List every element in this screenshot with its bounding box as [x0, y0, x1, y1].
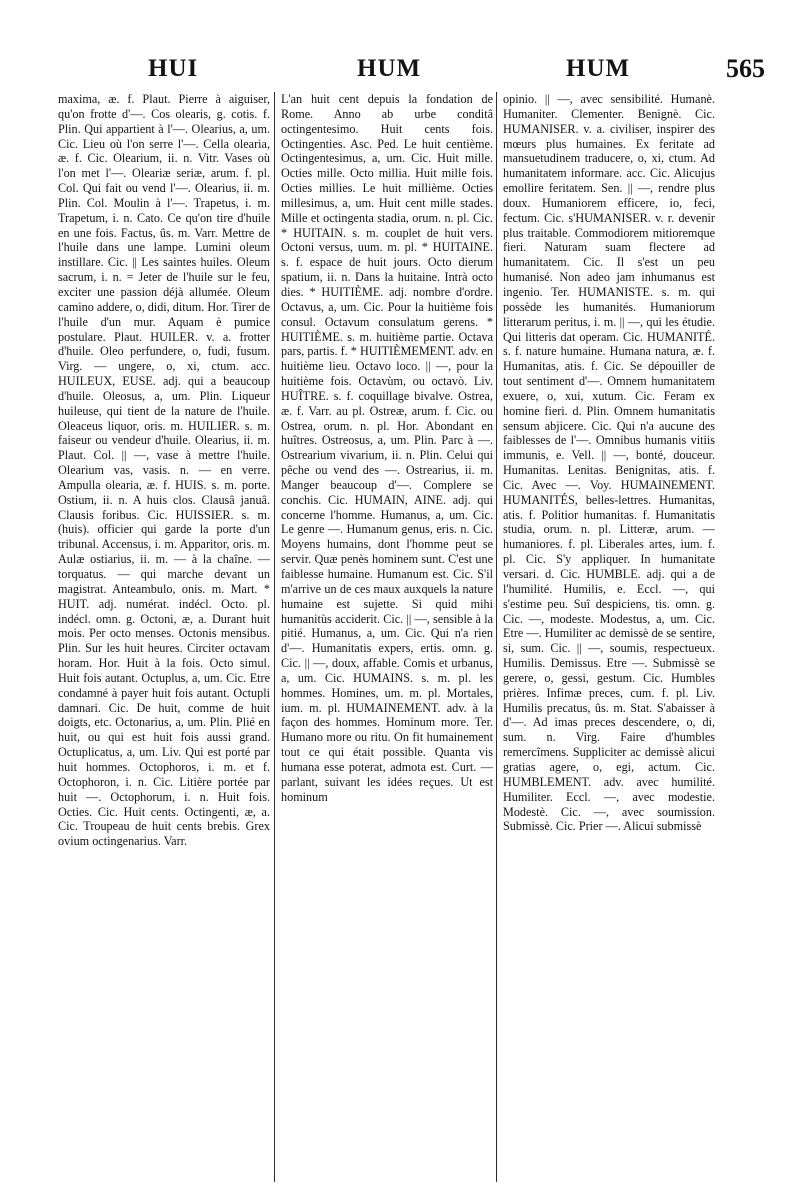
- column-right-text: opinio. || —, avec sensibilité. Humanè. Humaniter. Clementer. Benignè. Cic. HUMANISER. v. a. civiliser, inspirer des mœurs plus humaines. Ex feritate ad mansuetudinem traducere, o, xi, ctum. Ad humanitatem informare. acc. Cic. Alicujus emollire feritatem. Sen. || —, rendre plus doux. Humaniorem efficere, io, feci, fectum. Cic. s'HUMANISER. v. r. devenir plus traitable. Commodiorem mitioremque fieri. Naturam suam flectere ad humanitatem. Cic. Il s'est un peu humanisé. Non adeo jam inhumanus est ingenio. Ter. HUMANISTE. s. m. qui possède les humanités. Humaniorum litterarum peritus, i. m. || —, qui les étudie. Qui litteris dat operam. Cic. HUMANITÉ. s. f. nature humaine. Humana natura, æ. f. Humanitas, atis. f. Cic. Se dépouiller de tout sentiment d'—. Omnem humanitatem exuere, o, xui, xutum. Cic. Feram ex homine fieri. d. Plin. Omnem humanitatis sensum abjicere. Cic. Qui n'a aucune des faiblesses de l'—. Omnibus humanis vitiis immunis, e. Vell. || —, bonté, douceur. Humanitas. Lenitas. Benignitas, atis. f. Cic. Avec —. Voy. HUMAINEMENT. HUMANITÉS, belles-lettres. Humanitas, atis. f. Politior humanitas. f. Humanitatis studia, orum. n. pl. Litteræ, arum. — humaniores. f. pl. Liberales artes, ium. f. pl. Cic. S'y appliquer. In humanitate versari. d. Cic. HUMBLE. adj. qui a de l'humilité. Humilis, e. Eccl. —, qui s'estime peu. Suî despiciens, tis. omn. g. Cic. —, modeste. Modestus, a, um. Cic. Etre —. Humiliter ac demissè de se sentire, si, sum. Cic. || —, soumis, respectueux. Humilis. Demissus. Etre —. Submissè se gerere, o, gessi, gestum. Cic. Humbles prières. Infimæ preces, cum. f. pl. Liv. Humilis precatus, ûs. m. Stat. S'abaisser à d'—. Ad imas preces descendere, o, di, sum. n. Virg. Faire d'humbles remercîmens. Suppliciter ac demissè alicui gratias agere, o, egi, actum. Cic. HUMBLEMENT. adv. avec humilité. Humiliter. Eccl. —, avec modestie. Modestè. Cic. —, avec soumission. Submissè. Cic. Prier —. Alicui submissè: [503, 92, 715, 834]
- header-left-guideword: HUI: [148, 55, 199, 82]
- column-middle-text: L'an huit cent depuis la fondation de Rome. Anno ab urbe conditâ octingentesimo. Huit cents fois. Octingenties. Asc. Ped. Le huit centième. Octingentesimus, a, um. Cic. Huit mille. Octies mille. Octo millia. Huit mille fois. Octies millies. Le huit millième. Octies millesimus, a, um. Huit cent mille stades. Mille et octingenta stadia, orum. n. pl. Cic. * HUITAIN. s. m. couplet de huit vers. Octoni versus, uum. m. pl. * HUITAINE. s. f. espace de huit jours. Octo dierum spatium, ii. n. Dans la huitaine. Intrà octo dies. * HUITIÈME. adj. nombre d'ordre. Octavus, a, um. Cic. Pour la huitième fois consul. Octavum consulatum gerens. * HUITIÈME. s. m. huitième partie. Octava pars, partis. f. * HUITIÈMEMENT. adv. en huitième lieu. Octavo loco. || —, pour la huitième fois. Octavùm, ou octavò. Liv. HUÎTRE. s. f. coquillage bivalve. Ostrea, æ. f. Varr. au pl. Ostreæ, arum. f. Cic. ou Ostrea, orum. n. pl. Hor. Abondant en huîtres. Ostreosus, a, um. Plin. Parc à —. Ostrearium vivarium, ii. n. Plin. Celui qui pêche ou vend des —. Ostrearius, ii. m. Manger beaucoup d'—. Complere se conchis. Cic. HUMAIN, AINE. adj. qui concerne l'homme. Humanus, a, um. Cic. Le genre —. Humanum genus, eris. n. Cic. Moyens humains, dont l'homme peut se servir. Quæ penès hominem sunt. C'est une faiblesse humaine. Humanum est. Cic. S'il m'arrive un de ces maux auxquels la nature humaine est sujette. Si quid mihi humanitùs acciderit. Cic. || —, sensible à la pitié. Humanus, a, um. Cic. Qui n'a rien d'—. Humanitatis expers, ertis. omn. g. Cic. || —, doux, affable. Comis et urbanus, a, um. Cic. HUMAINS. s. m. pl. les hommes. Homines, um. m. pl. Mortales, ium. m. pl. HUMAINEMENT. adv. à la façon des hommes. Hominum more. Ter. Humano more ou ritu. On fit humainement tout ce qui était possible. Quanta vis humana esse poterat, admota est. Curt. — parlant, suivant les idées reçues. Ut est hominum: [281, 92, 493, 804]
- column-divider-1: [274, 92, 275, 1182]
- column-right: [503, 92, 715, 1182]
- column-middle: [281, 92, 493, 1182]
- page-number: 565: [726, 54, 765, 83]
- running-header: [0, 52, 795, 92]
- header-right-guideword: HUM: [566, 55, 631, 82]
- header-middle-guideword: HUM: [357, 55, 422, 82]
- column-left: [58, 92, 270, 1182]
- column-left-text: maxima, æ. f. Plaut. Pierre à aiguiser, qu'on frotte d'—. Cos olearis, g. cotis. f. Plin. Qui appartient à l'—. Olearius, a, um. Cic. Lieu où l'on serre l'—. Cella olearia, æ. f. Cic. Olearium, ii. n. Vitr. Vases où l'on met l'—. Oleariæ seriæ, arum. f. pl. Col. Qui fait ou vend l'—. Olearius, ii. m. Plin. Col. Moulin à l'—. Trapetus, i. m. Trapetum, i. n. Cato. Ce qu'on tire d'huile en une fois. Factus, ûs. m. Varr. Mettre de l'huile dans une lampe. Lumini oleum instillare. Cic. || Les saintes huiles. Oleum sacrum, i. n. = Jeter de l'huile sur le feu, exciter une passion déjà allumée. Oleum camino addere, o, didi, ditum. Hor. Tirer de l'huile d'un mur. Aquam è pumice postulare. Plaut. HUILER. v. a. frotter d'huile. Oleo perfundere, o, fudi, fusum. Virg. — ungere, o, xi, ctum. acc. HUILEUX, EUSE. adj. qui a beaucoup d'huile. Oleosus, a, um. Plin. Liqueur huileuse, qui tient de la nature de l'huile. Oleaceus liquor, oris. m. HUILIER. s. m. faiseur ou vendeur d'huile. Olearius, ii. m. Plaut. Col. || —, vase à mettre l'huile. Olearium vas, vasis. n. — en verre. Ampulla olearia, æ. f. HUIS. s. m. porte. Ostium, ii. n. A huis clos. Clausâ januâ. Clausis foribus. Cic. HUISSIER. s. m. (huis). officier qui garde la porte d'un tribunal. Accensus, i. m. Apparitor, oris. m. Aulæ ostiarius, ii. m. — à la chaîne. — torquatus. — qui marche devant un magistrat. Anteambulo, onis. m. Mart. * HUIT. adj. numérat. indécl. Octo. pl. indécl. omn. g. Octoni, æ, a. Durant huit mois. Per octo menses. Octonis mensibus. Plin. Sur les huit heures. Circiter octavam horam. Hor. Huit à la fois. Octo simul. Huit fois autant. Octuplus, a, um. Cic. Etre condamné à payer huit fois autant. Octupli damnari. Cic. De huit, comme de huit doigts, etc. Octonarius, a, um. Plin. Plié en huit, ou qui est huit fois aussi grand. Octuplicatus, a, um. Liv. Qui est porté par huit hommes. Octophoros, i. m. et f. Octophoron, i. n. Cic. Litière portée par huit —. Octophorum, i. n. Huit fois. Octies. Cic. Huit cents. Octingenti, æ, a. Cic. Troupeau de huit cents brebis. Grex ovium octingenarius. Varr.: [58, 92, 270, 849]
- column-divider-2: [496, 92, 497, 1182]
